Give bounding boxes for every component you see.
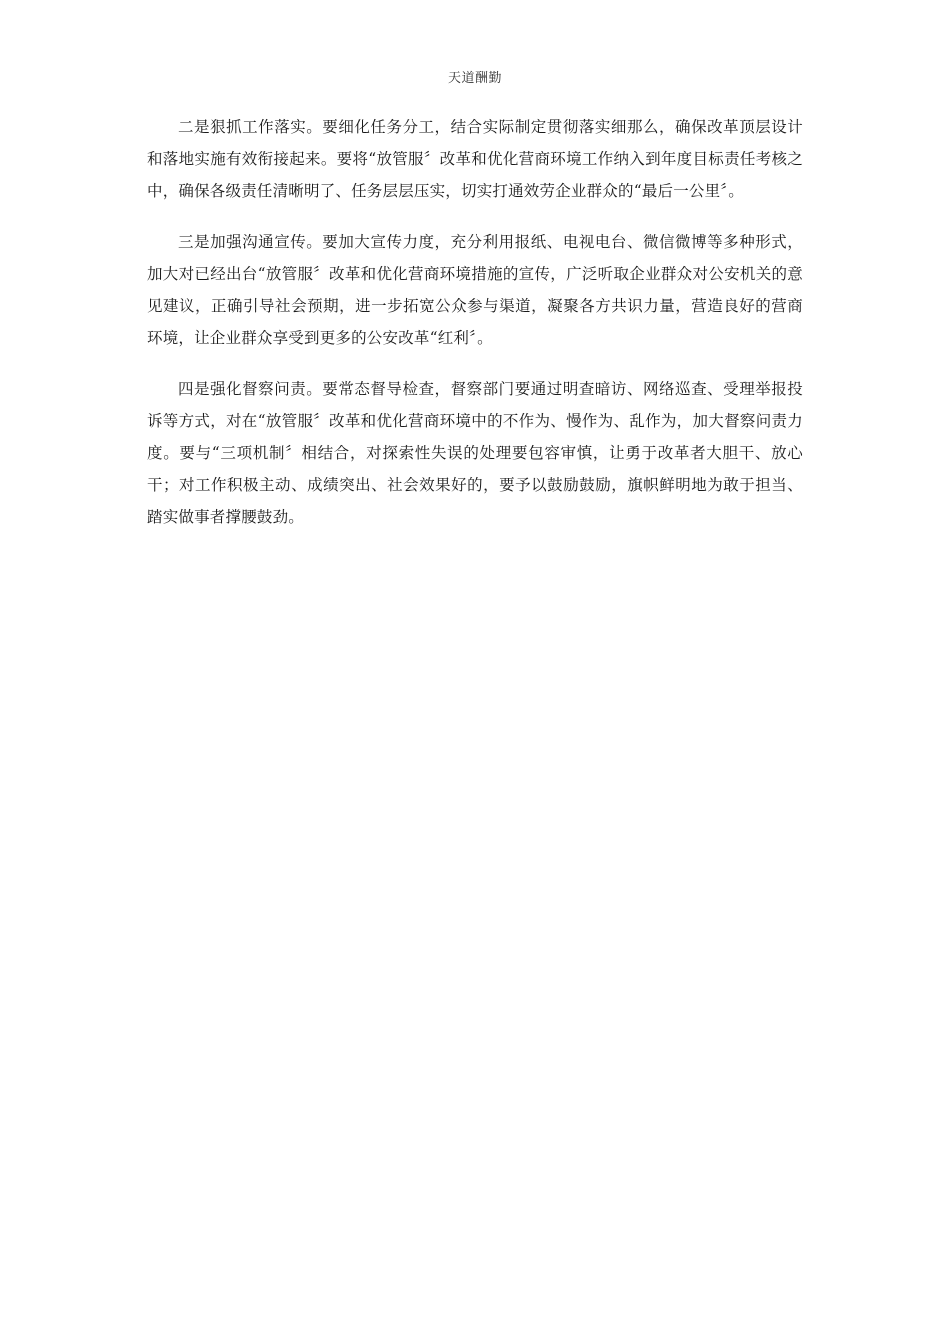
paragraph-implementation: 二是狠抓工作落实。要细化任务分工，结合实际制定贯彻落实细那么，确保改革顶层设计和落地实施有效衔接起来。要将“放管服〞改革和优化营商环境工作纳入到年度目标责任考核之中，确保各级责任清晰明了、任务层层压实，切实打通效劳企业群众的“最后一公里〞。 xyxy=(147,118,803,200)
paragraph-publicity: 三是加强沟通宣传。要加大宣传力度，充分利用报纸、电视电台、微信微博等多种形式，加大对已经出台“放管服〞改革和优化营商环境措施的宣传，广泛听取企业群众对公安机关的意见建议，正确引导社会预期，进一步拓宽公众参与渠道，凝聚各方共识力量，营造良好的营商环境，让企业群众享受到更多的公安改革“红利〞。 xyxy=(147,233,803,347)
page-header: 天道酬勤 xyxy=(447,71,502,86)
document-body xyxy=(147,111,803,552)
paragraph-supervision: 四是强化督察问责。要常态督导检查，督察部门要通过明查暗访、网络巡查、受理举报投诉等方式，对在“放管服〞改革和优化营商环境中的不作为、慢作为、乱作为，加大督察问责力度。要与“三项机制〞相结合，对探索性失误的处理要包容审慎，让勇于改革者大胆干、放心干；对工作积极主动、成绩突出、社会效果好的，要予以鼓励鼓励，旗帜鲜明地为敢于担当、踏实做事者撑腰鼓劲。 xyxy=(147,380,803,526)
